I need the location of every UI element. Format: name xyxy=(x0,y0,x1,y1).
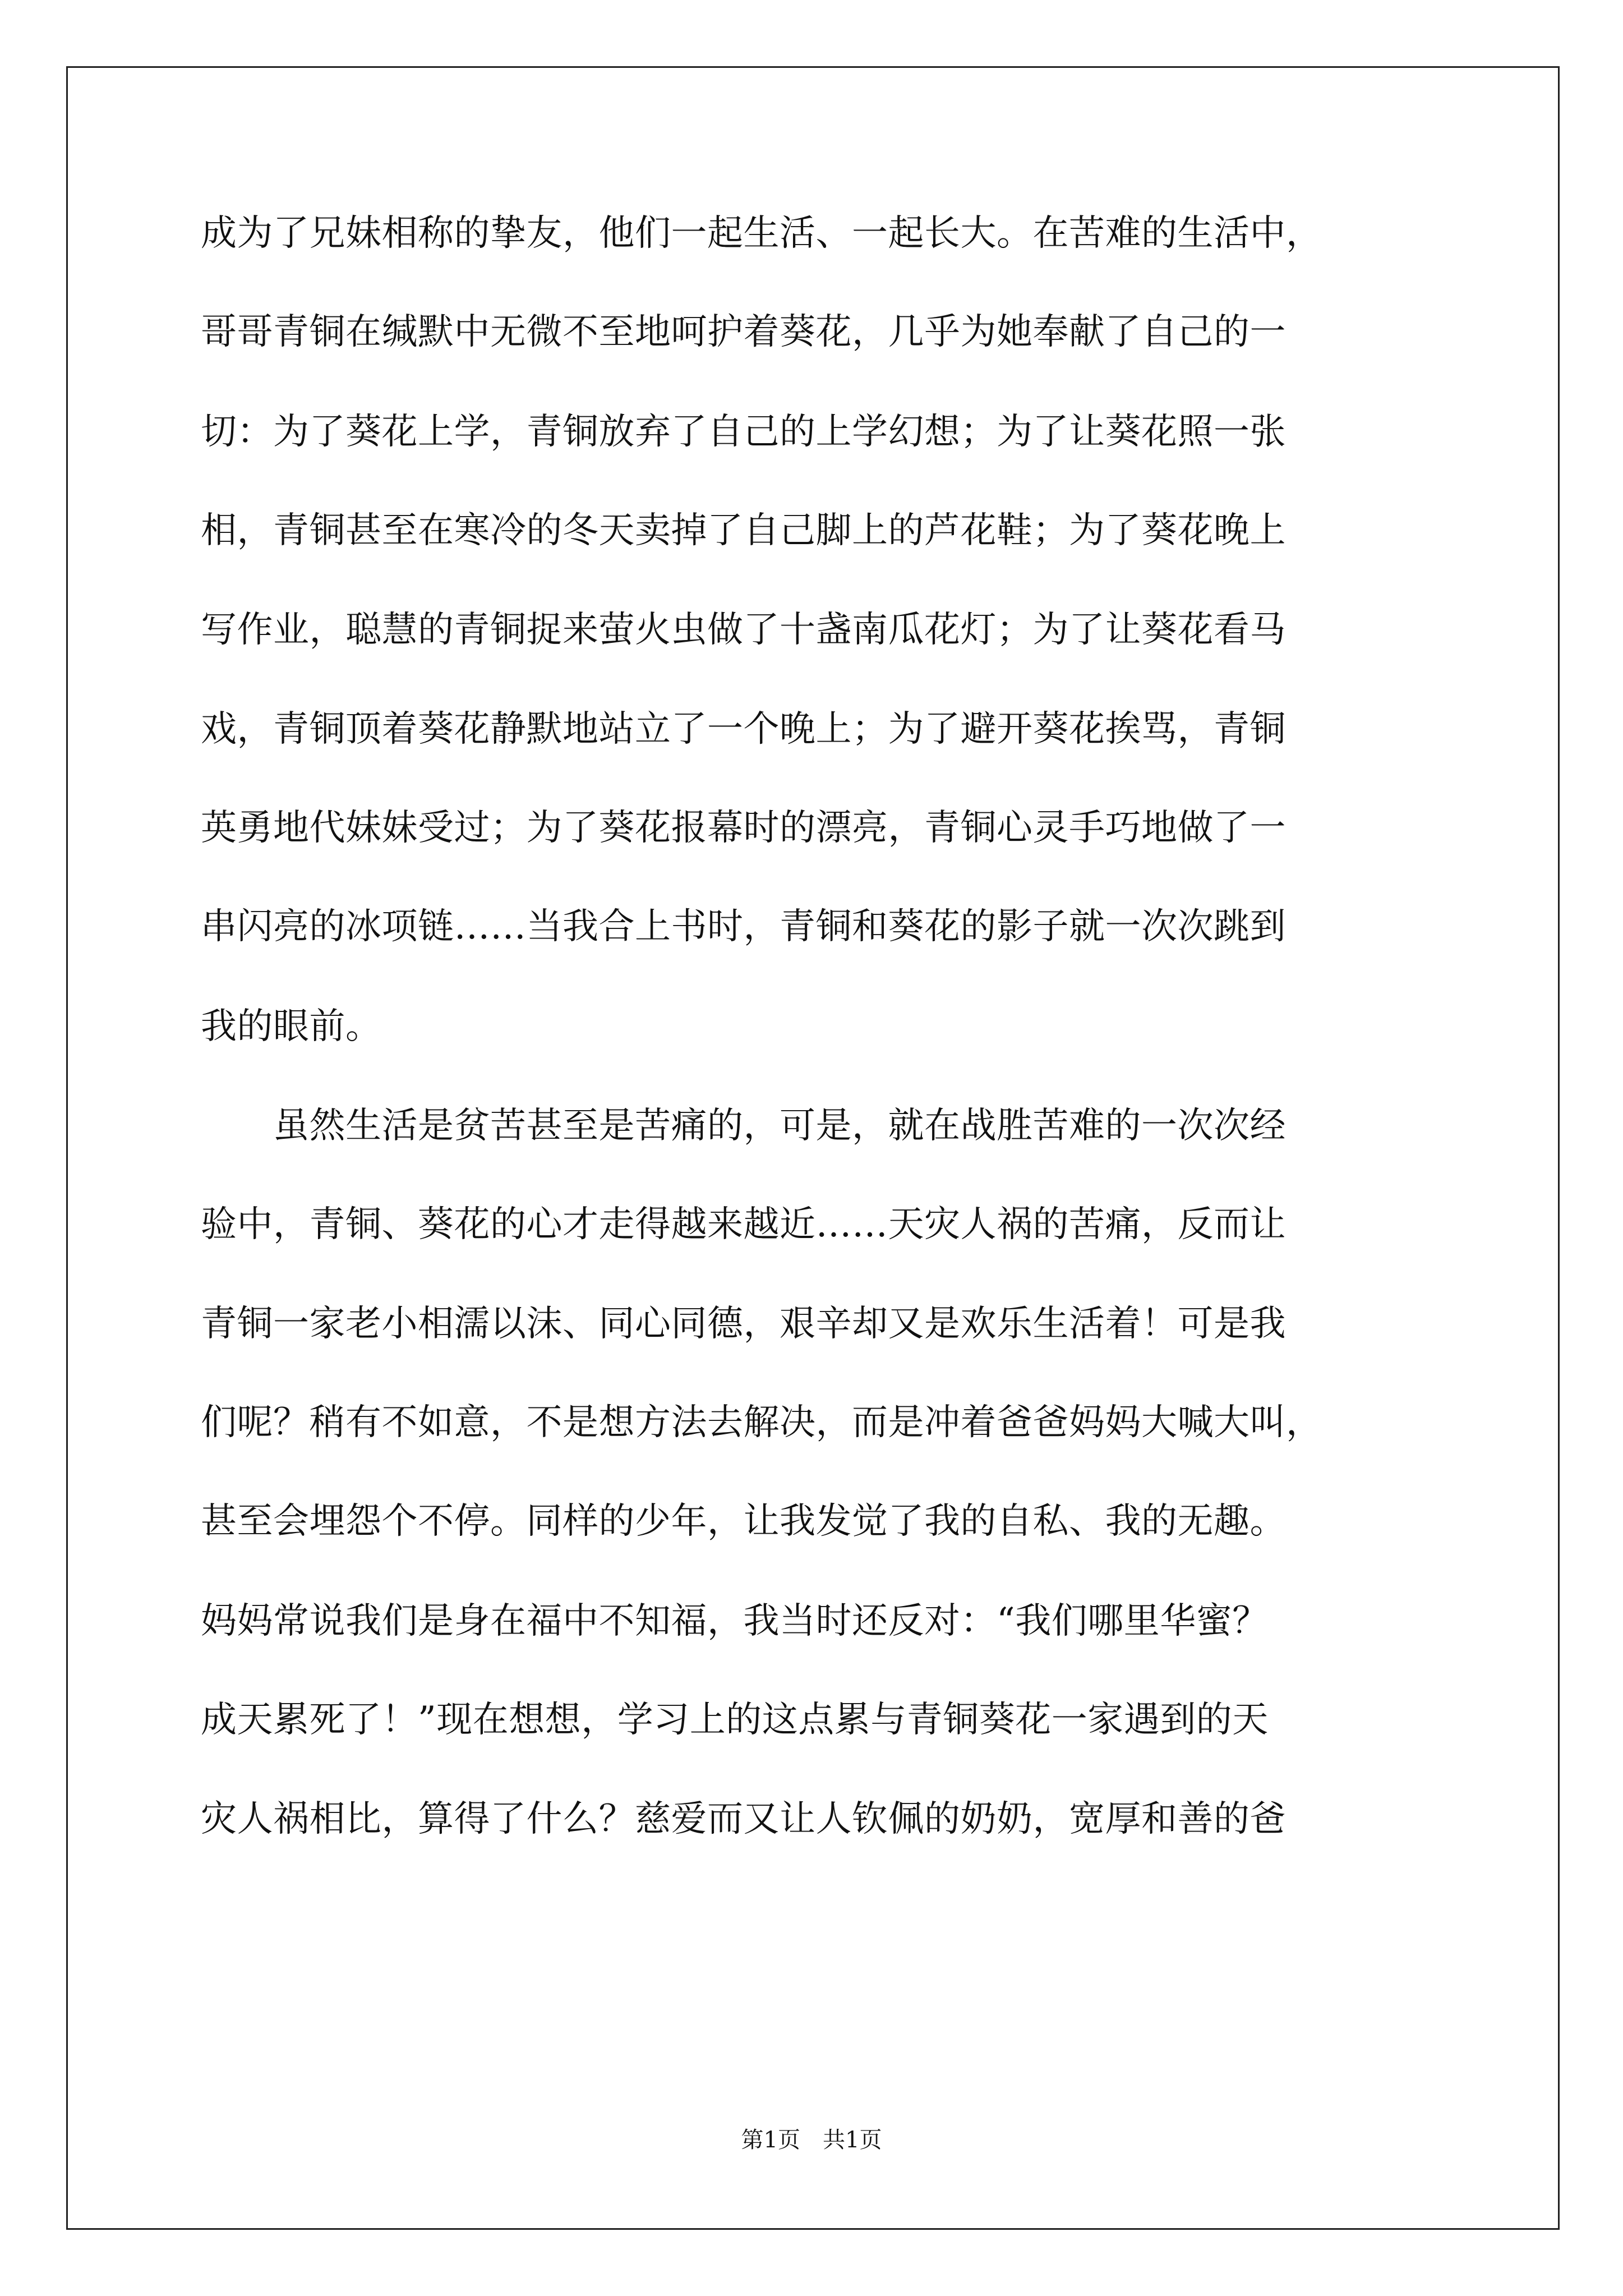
text-line: 相，青铜甚至在寒冷的冬天卖掉了自己脚上的芦花鞋；为了葵花晚上 xyxy=(201,510,1286,551)
page-number: 第1页 xyxy=(741,2127,800,2153)
text-line: 验中，青铜、葵花的心才走得越来越近……天灾人祸的苦痛，反而让 xyxy=(201,1204,1286,1245)
text-line: 成为了兄妹相称的挚友，他们一起生活、一起长大。在苦难的生活中， xyxy=(201,213,1322,254)
text-line: 写作业，聪慧的青铜捉来萤火虫做了十盏南瓜花灯；为了让葵花看马 xyxy=(201,609,1286,651)
text-line: 英勇地代妹妹受过；为了葵花报幕时的漂亮，青铜心灵手巧地做了一 xyxy=(201,807,1286,849)
text-line: 成天累死了！”现在想想，学习上的这点累与青铜葵花一家遇到的天 xyxy=(201,1699,1269,1741)
text-line: 哥哥青铜在缄默中无微不至地呵护着葵花，几乎为她奉献了自己的一 xyxy=(201,311,1286,353)
text-line: 青铜一家老小相濡以沫、同心同德，艰辛却又是欢乐生活着！可是我 xyxy=(201,1303,1286,1345)
text-line: 们呢？稍有不如意，不是想方法去解决，而是冲着爸爸妈妈大喊大叫， xyxy=(201,1402,1322,1443)
text-line: 妈妈常说我们是身在福中不知福，我当时还反对：“我们哪里华蜜？ xyxy=(201,1600,1269,1642)
paragraph-start-line: 虽然生活是贫苦甚至是苦痛的，可是，就在战胜苦难的一次次经 xyxy=(201,1105,1286,1147)
text-line: 串闪亮的冰项链……当我合上书时，青铜和葵花的影子就一次次跳到 xyxy=(201,906,1286,947)
text-line: 甚至会埋怨个不停。同样的少年，让我发觉了我的自私、我的无趣。 xyxy=(201,1501,1286,1542)
page-footer xyxy=(0,2126,1623,2154)
text-line: 我的眼前。 xyxy=(201,1006,382,1047)
page-total: 共1页 xyxy=(823,2127,882,2153)
text-line: 切：为了葵花上学，青铜放弃了自己的上学幻想；为了让葵花照一张 xyxy=(201,411,1286,453)
text-line: 灾人祸相比，算得了什么？慈爱而又让人钦佩的奶奶，宽厚和善的爸 xyxy=(201,1798,1286,1840)
text-line: 戏，青铜顶着葵花静默地站立了一个晚上；为了避开葵花挨骂，青铜 xyxy=(201,708,1286,750)
